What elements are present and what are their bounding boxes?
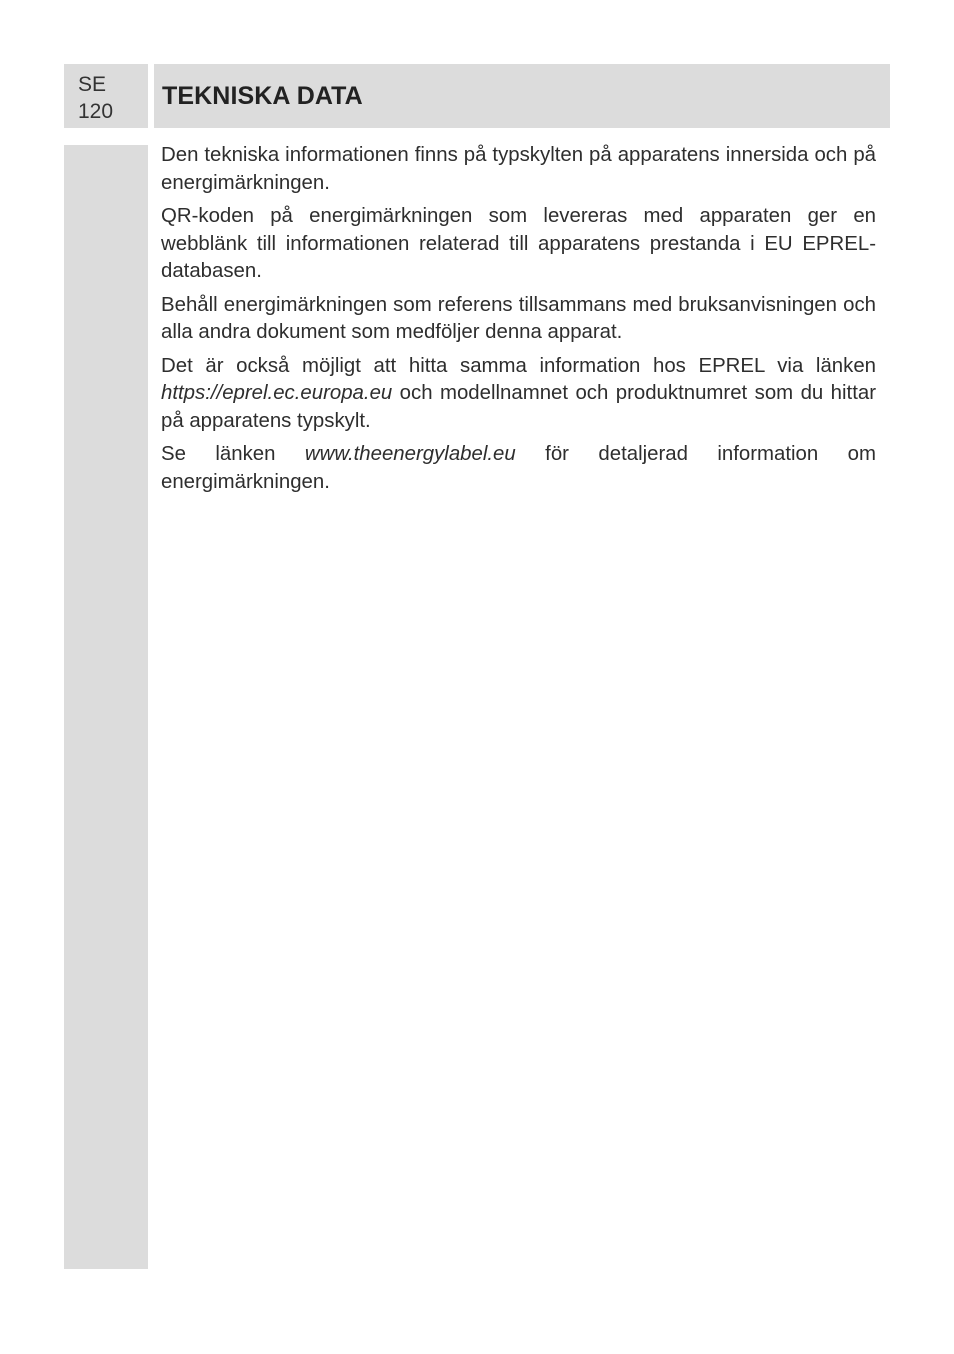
- energylabel-text-end: för detaljerad information om energimärkningen.: [161, 443, 876, 493]
- eprel-text-end: och modellnamnet och produktnumret som du hittar på apparatens typskylt.: [161, 382, 876, 432]
- paragraph-energy-label: [161, 441, 876, 496]
- page-number: 120: [78, 100, 114, 123]
- energylabel-link[interactable]: www.theenergylabel.eu: [304, 443, 516, 465]
- language-code: SE: [78, 73, 107, 96]
- paragraph-qr-code: QR-koden på energimärkningen som levereras med apparaten ger en webblänk till informationen relaterad till apparatens prestanda i EU EPREL-databasen.: [161, 205, 876, 282]
- paragraph-eprel: [161, 353, 876, 436]
- page-tag: [64, 64, 148, 128]
- paragraph-technical-info: Den tekniska informationen finns på typskylten på apparatens innersida och på energimärkningen.: [161, 144, 876, 194]
- body-text: [161, 142, 876, 502]
- energylabel-text-start: Se länken: [161, 443, 305, 465]
- section-title-bar: [154, 64, 890, 128]
- paragraph-keep-label: Behåll energimärkningen som referens tillsammans med bruksanvisningen och alla andra dokument som medföljer denna apparat.: [161, 293, 876, 343]
- eprel-link[interactable]: https://eprel.ec.europa.eu: [161, 382, 393, 404]
- eprel-text-start: Det är också möjligt att hitta samma information hos EPREL via länken: [161, 354, 876, 377]
- section-title: TEKNISKA DATA: [162, 81, 363, 110]
- side-strip: [64, 145, 148, 1269]
